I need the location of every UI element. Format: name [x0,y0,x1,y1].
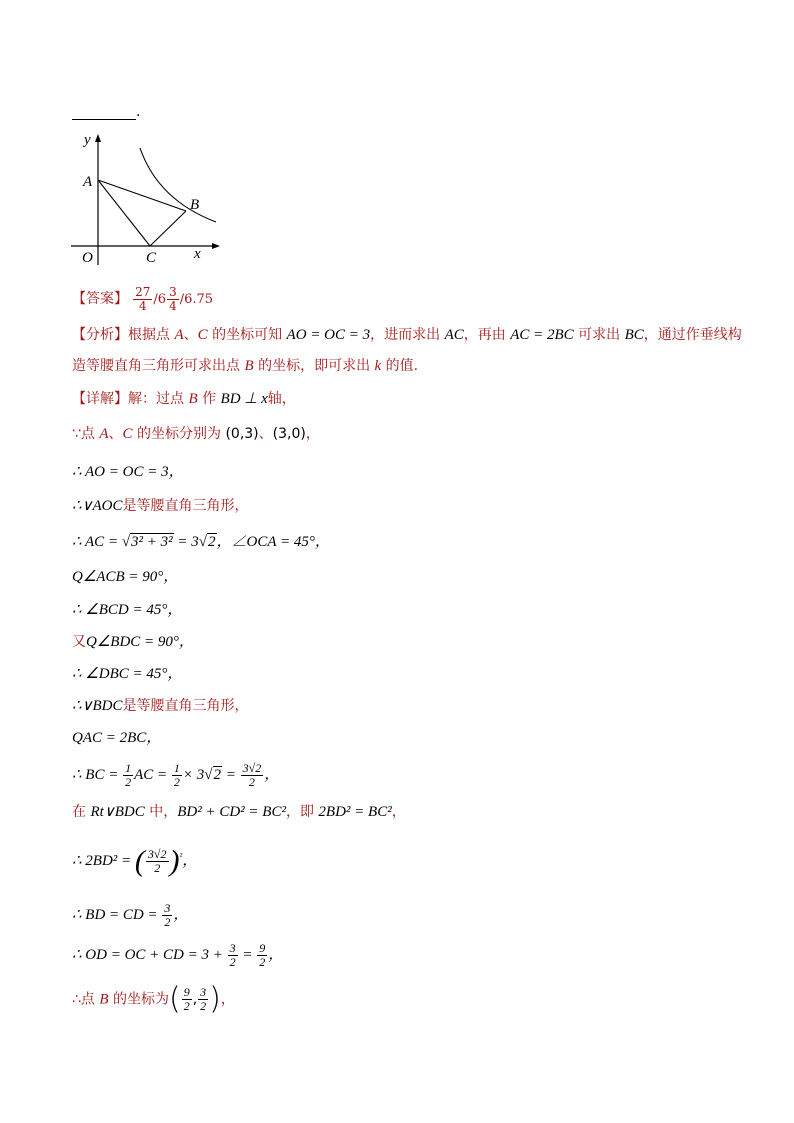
label-b: B [190,197,200,213]
step-text: 是等腰直角三角形， [122,498,249,514]
step-2: ∴ AO = OC = 3， [72,464,184,480]
step-text: 的坐标为 [108,991,169,1008]
step-text: 是等腰直角三角形， [122,698,249,714]
answer-mixed-fraction: $\frac{3}{4}$ [169,285,177,313]
label-a: A [83,174,93,190]
blank-period: . [136,104,141,120]
analysis-text: 的值. [381,358,419,374]
segment-bc-label: BC [624,327,644,343]
fraction: $\frac{3}{2}$ [200,985,207,1013]
detail-text: 轴， [267,391,296,407]
step-text: ∴ AC = [72,534,122,550]
label-y: y [84,132,91,148]
triangle-bdc: ∴∨BDC [72,698,123,714]
analysis-text: 根据点 [128,327,175,343]
step-text: = [222,766,240,783]
triangle-aoc: ∴∨AOC [72,498,123,514]
answer-tag: 【答案】 [72,291,128,307]
fraction: $\frac{9}{2}$ [183,985,190,1013]
point-c: C [122,426,133,442]
radicand: 2 [208,534,216,550]
label-o: O [82,250,93,266]
hyperbola-curve [140,148,216,222]
segment-ac-label: AC [444,327,464,343]
detail-line [72,389,296,409]
step-text: 的坐标分别为 [132,426,226,442]
fraction: $\frac{1}{2}$ [125,761,132,789]
step-text: ， [182,853,198,869]
segment-cb [150,211,186,246]
analysis-line-1 [72,325,742,345]
step-text: AC = [134,766,171,783]
step-11: ∴ BC = $\frac{1}{2}$ AC = $\frac{1}{2}$ × 3√2 = $\frac{3√2}{2}$ ， [72,761,280,789]
step-text: ， [173,906,189,923]
step-text: 在 [72,804,91,820]
step-14 [72,902,188,929]
analysis-text: ，通过作垂线构 [643,327,742,343]
equation-ac-2bc: AC = 2BC [510,327,574,343]
step-text: 、 [108,426,123,442]
analysis-text: ，再由 [463,327,511,343]
step-13: ∴ 2BD² = ( $\frac{3√2}{2}$ )$^{^2}$， [72,844,198,878]
step-15 [72,942,283,969]
step-12 [72,802,406,822]
point-c: C [197,327,208,343]
step-text: ， [220,991,235,1008]
segment-ab [98,180,186,211]
step-text: 中， [144,804,178,820]
analysis-line-2 [72,356,418,376]
analysis-text: 可求出 [573,327,625,343]
coord-a: (0,3) [225,426,259,442]
point-b: B [244,358,254,374]
radicand: 3² + 3² [131,534,173,550]
analysis-text: 的坐标可知 [207,327,287,343]
analysis-tag: 【分析】 [72,327,128,343]
step-8: ∴ ∠DBC = 45°， [72,666,183,682]
label-x: x [194,246,201,262]
step-3 [72,496,249,516]
perpendicular-bd: BD ⊥ x [220,391,268,407]
step-text: ∴ BD = CD = [72,906,162,923]
step-text: ，∠OCA = 45°， [216,534,330,550]
fraction: $\frac{9}{2}$ [259,941,266,969]
analysis-text: 的坐标，即可求出 [253,358,375,374]
step-6: ∴ ∠BCD = 45°， [72,602,183,618]
analysis-text: 造等腰直角三角形可求出点 [72,358,245,374]
step-text: ∴ OD = OC + CD = 3 + [72,946,227,963]
radicand: 2 [213,766,221,783]
step-text: = 3 [173,534,199,550]
analysis-sep: 、 [183,327,198,343]
segment-ac [98,180,150,246]
triangle-rt-bdc: Rt∨BDC [90,804,145,820]
y-axis-arrow [95,134,101,142]
pythagoras-equation: BD² + CD² = BC² [177,804,286,820]
exponent: ² [179,851,183,861]
step-text: ∴ 2BD² = [72,853,135,869]
step-text: ∴ BC = [72,766,123,783]
answer-fraction: $\frac{27}{4}$ [135,285,151,313]
x-axis-arrow [212,243,220,249]
answer-decimal: /6.75 [179,292,214,307]
step-10: QAC = 2BC， [72,730,162,746]
step-text: ， [305,426,320,442]
detail-tag: 【详解】 [72,391,128,407]
step-5: Q∠ACB = 90°， [72,569,179,585]
coord-c: (3,0) [272,426,306,442]
equation: 2BD² = BC² [318,804,392,820]
fraction: $\frac{1}{2}$ [173,761,180,789]
step-1 [72,424,320,444]
equation-ao-oc: AO = OC = 3 [286,327,371,343]
fraction: $\frac{3}{2}$ [164,901,171,929]
step-4: ∴ AC = √3² + 3² = 3√2，∠OCA = 45°， [72,534,330,550]
fraction: $\frac{3√2}{2}$ [242,761,262,789]
step-text: 、 [258,426,273,442]
step-text: = [238,946,257,963]
point-a: A [174,327,184,343]
answer-blank [72,119,136,120]
step-text: ， [264,766,280,783]
point-b: B [99,991,109,1008]
fraction: $\frac{3}{2}$ [229,941,236,969]
analysis-text: ，进而求出 [370,327,445,343]
point-a: A [99,426,109,442]
step-text: ，即 [285,804,319,820]
answer-line [72,286,213,313]
step-text: ， [391,804,406,820]
step-text: ∵点 [72,426,100,442]
coordinate-figure [66,130,226,270]
step-text: ∴点 [72,991,100,1008]
step-text: 又 [72,634,86,650]
detail-text: 作 [197,391,221,407]
answer-sep1: /6 [153,292,167,307]
step-9 [72,696,249,716]
step-16: ∴点 B 的坐标为( $\frac{9}{2}$ , $\frac{3}{2}$ )， [72,981,235,1017]
variable-k: k [374,358,382,374]
step-7 [72,632,194,652]
point-b: B [188,391,198,407]
fraction: $\frac{3√2}{2}$ [147,847,167,876]
step-text: Q∠BDC = 90°， [86,634,194,650]
step-text: ， [268,946,284,963]
detail-text: 解：过点 [128,391,189,407]
comma: , [192,991,198,1008]
step-text: × 3 [182,766,205,783]
label-c: C [146,250,157,266]
